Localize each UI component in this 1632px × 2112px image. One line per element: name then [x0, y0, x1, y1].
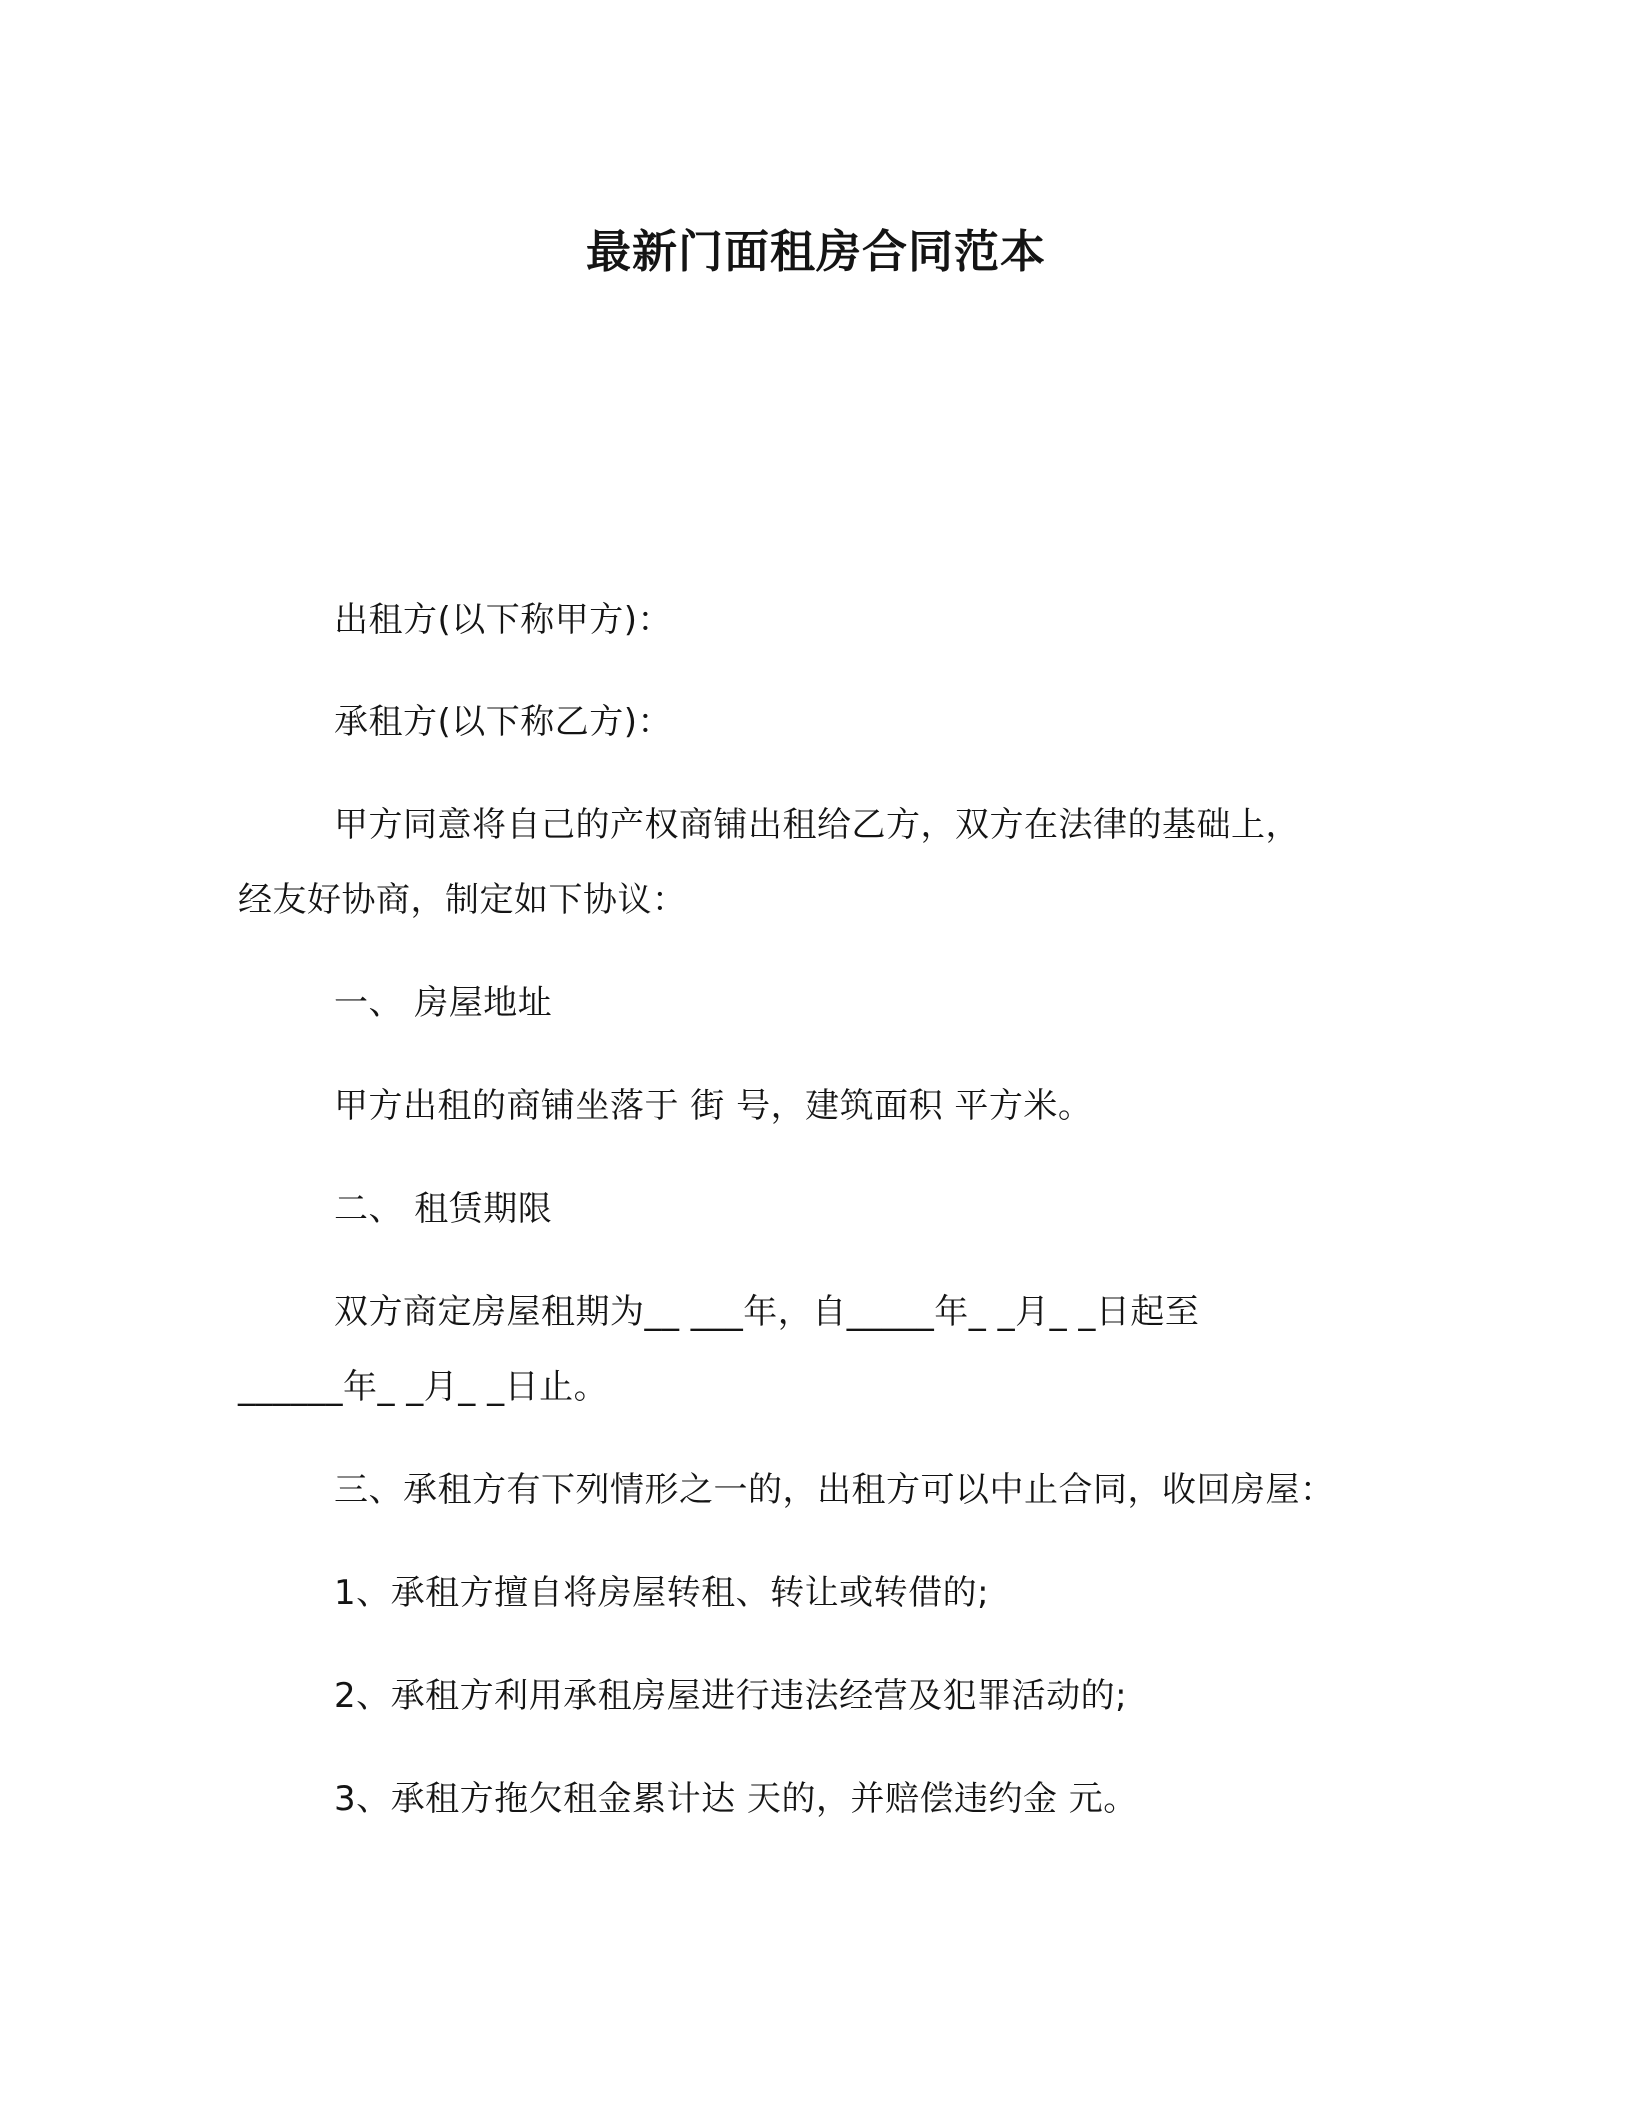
- preamble-line-2: 经友好协商，制定如下协议：: [238, 880, 687, 920]
- section-3-item-3: 3、承租方拖欠租金累计达 天的，并赔偿违约金 元。: [334, 1779, 1138, 1819]
- section-3-item-2: 2、承租方利用承租房屋进行违法经营及犯罪活动的;: [334, 1676, 1128, 1716]
- section-2-heading: 二、 租赁期限: [334, 1189, 553, 1229]
- section-2-text-2: ______年_ _月_ _日止。: [238, 1367, 609, 1407]
- section-2-text-1: 双方商定房屋租期为__ ___年，自_____年_ _月_ _日起至: [334, 1292, 1200, 1332]
- section-1-text: 甲方出租的商铺坐落于 街 号，建筑面积 平方米。: [334, 1086, 1093, 1126]
- section-1-heading: 一、 房屋地址: [334, 983, 553, 1023]
- section-3-heading: 三、承租方有下列情形之一的，出租方可以中止合同，收回房屋：: [334, 1470, 1335, 1510]
- document-title: 最新门面租房合同范本: [585, 225, 1046, 278]
- preamble-line-1: 甲方同意将自己的产权商铺出租给乙方，双方在法律的基础上，: [334, 805, 1300, 845]
- lessor-line: 出租方(以下称甲方)：: [334, 600, 673, 640]
- lessee-line: 承租方(以下称乙方)：: [334, 702, 673, 742]
- section-3-item-1: 1、承租方擅自将房屋转租、转让或转借的;: [334, 1573, 990, 1613]
